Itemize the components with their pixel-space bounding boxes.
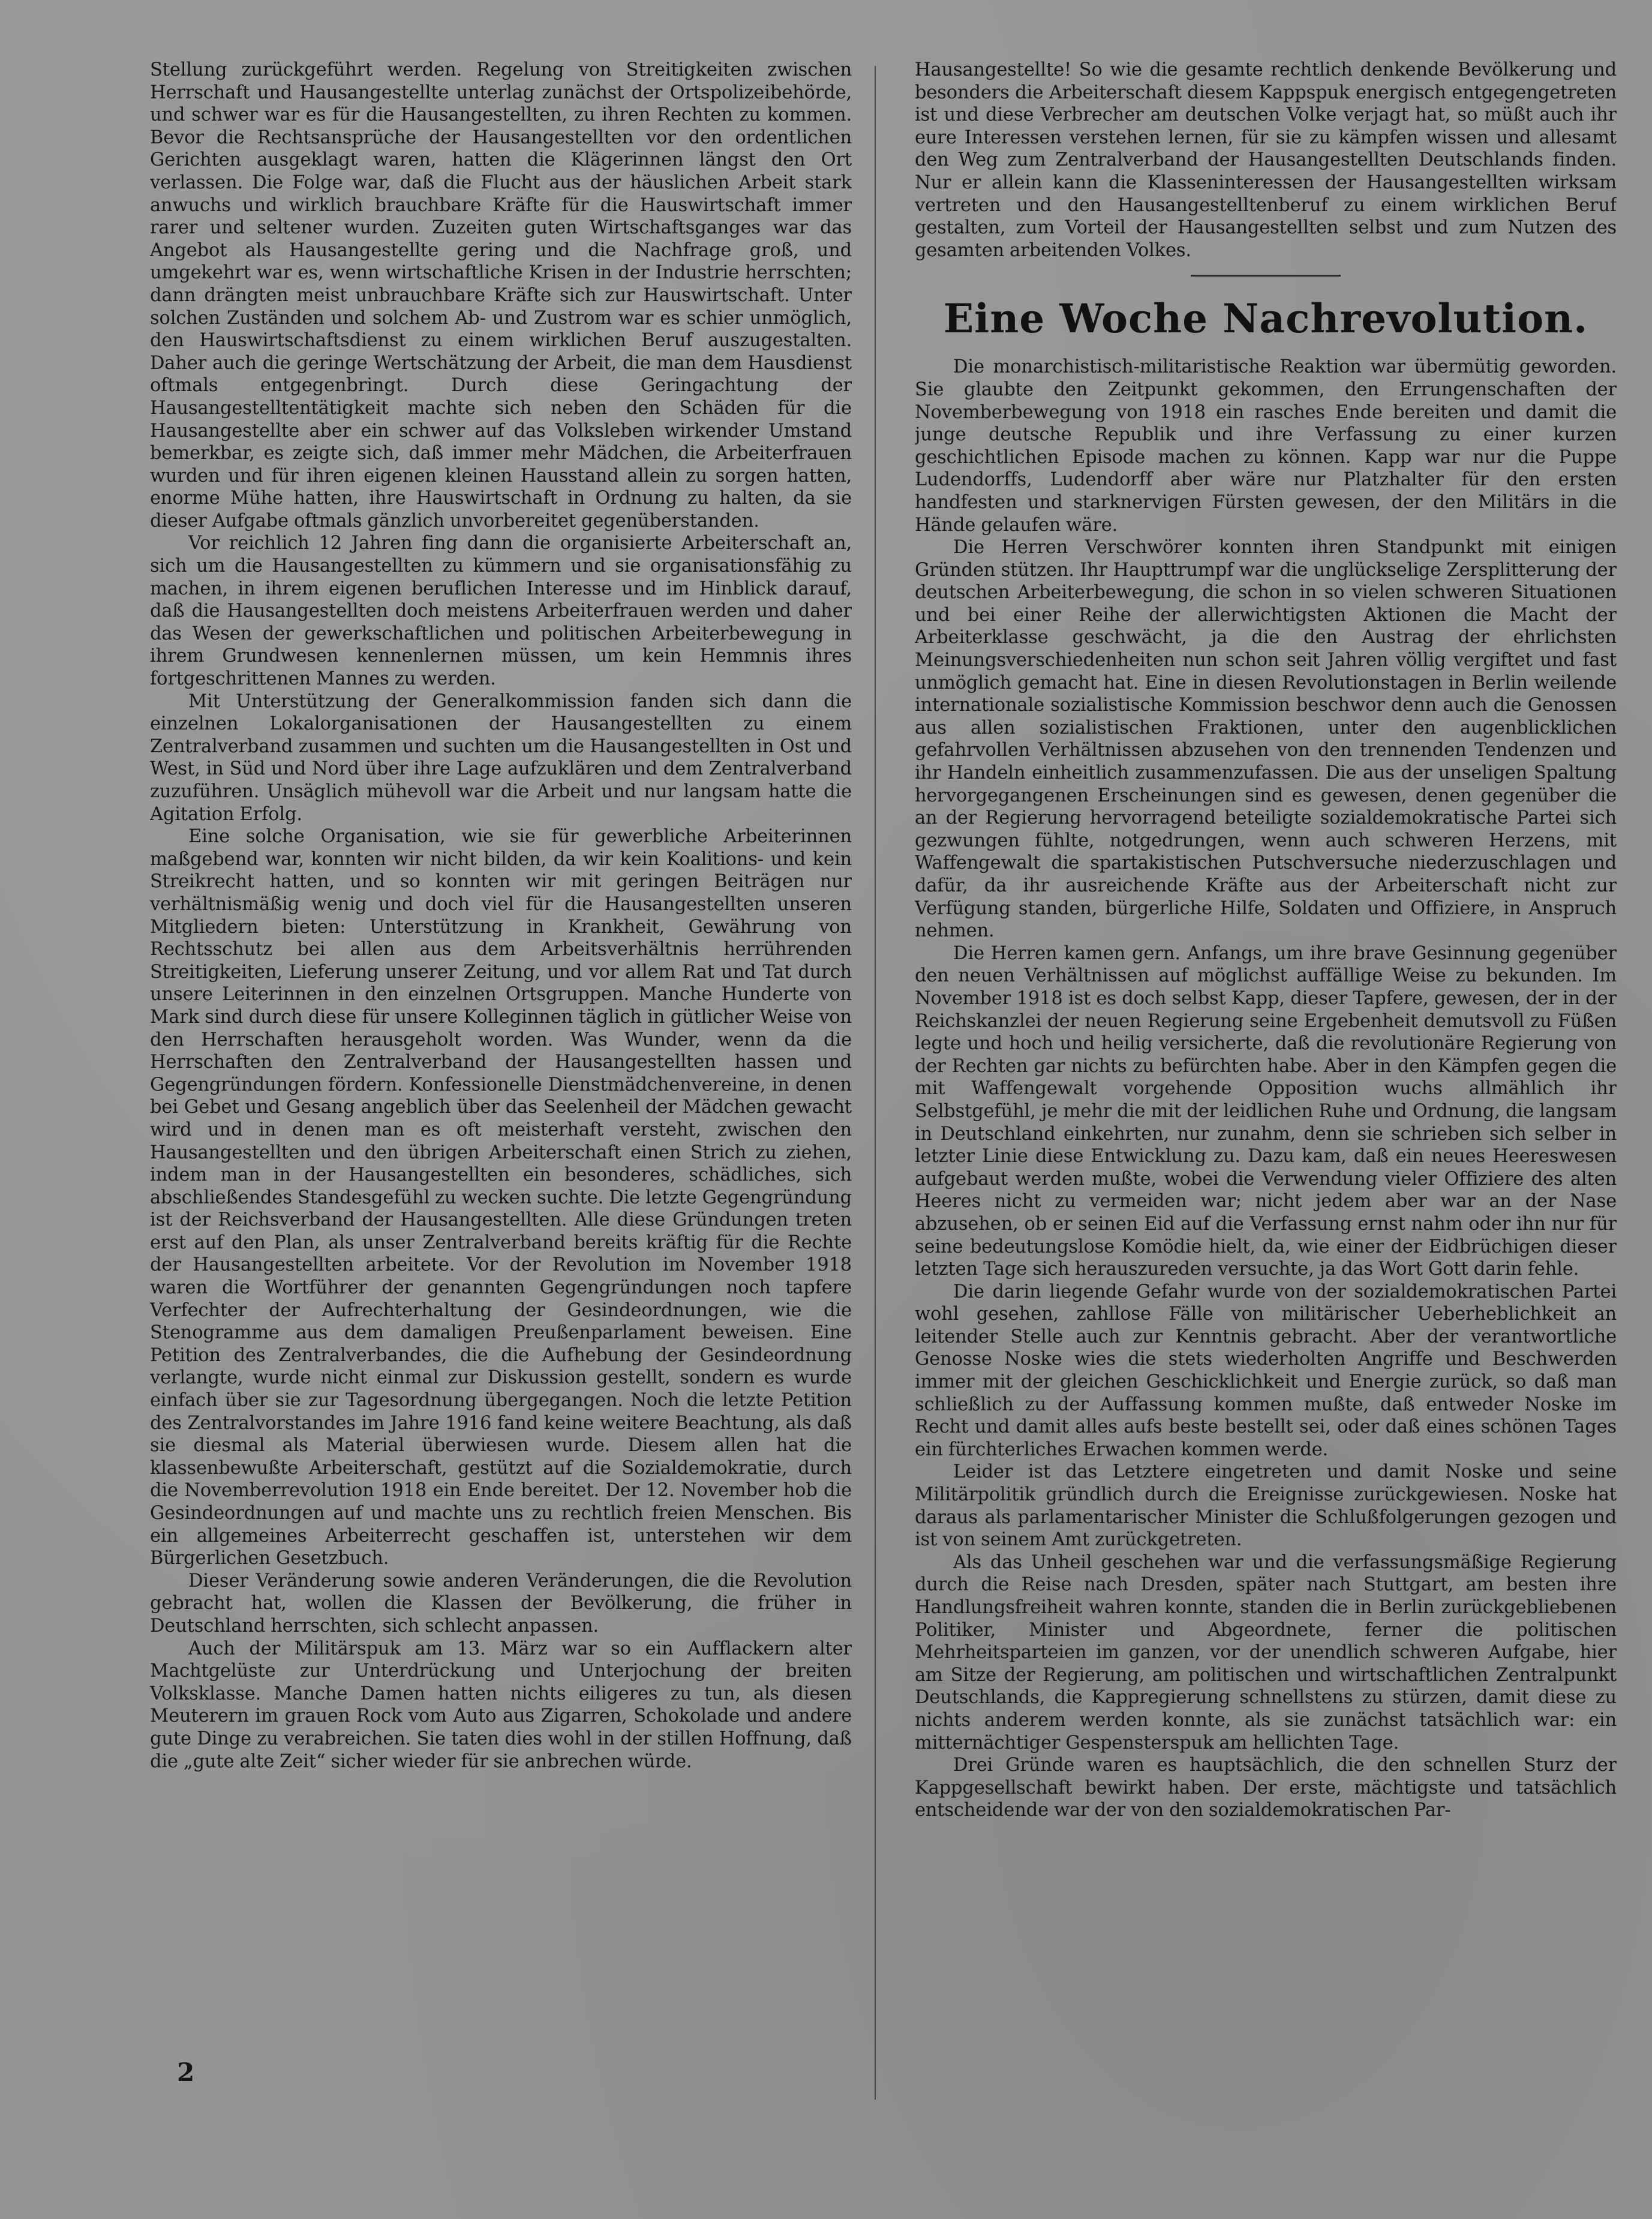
- right-paragraph-7: Drei Gründe waren es hauptsächlich, die den schnellen Sturz der Kappgesellschaft bewirkt haben. Der erste, mächtigste und tatsächlich entscheidende war der von den sozialdemokratischen Par-: [915, 1755, 1617, 1821]
- left-column: [150, 59, 852, 2098]
- right-paragraph-4: Die darin liegende Gefahr wurde von der sozialdemokratischen Partei wohl gesehen, zahllose Fälle von militärischer Ueberheblichkeit an leitender Stelle auch zur Kenntnis gebracht. Aber der verantwortliche Genosse Noske wies die stets wiederholten Angriffe und Beschwerden immer mit der gleichen Geschicklichkeit und Energie zurück, so daß man schließlich zu der Auffassung kommen mußte, daß entweder Noske im Recht und damit alles aufs beste bestellt sei, oder daß eines schönen Tages ein fürchterliches Erwachen kommen werde.: [915, 1281, 1617, 1460]
- left-paragraph-3: Mit Unterstützung der Generalkommission fanden sich dann die einzelnen Lokalorganisationen der Hausangestellten zu einem Zentralverband zusammen und suchten um die Hausangestellten in Ost und West, in Süd und Nord über ihre Lage aufzuklären und dem Zentralverband zuzuführen. Unsäglich mühevoll war die Arbeit und nur langsam hatte die Agitation Erfolg.: [150, 690, 852, 825]
- left-paragraph-2: Vor reichlich 12 Jahren fing dann die organisierte Arbeiterschaft an, sich um die Hausangestellten zu kümmern und sie organisationsfähig zu machen, in ihrem eigenen beruflichen Interesse und im Hinblick darauf, daß die Hausangestellten doch meistens Arbeiterfrauen werden und daher das Wesen der gewerkschaftlichen und politischen Arbeiterbewegung in ihrem Grundwesen kennenlernen müssen, um kein Hemmnis ihres fortgeschrittenen Mannes zu werden.: [150, 533, 852, 690]
- right-column: [915, 59, 1617, 2098]
- article-headline: Eine Woche Nachrevolution.: [943, 295, 1588, 343]
- right-paragraph-1: Die monarchistisch-militaristische Reaktion war übermütig geworden. Sie glaubte den Zeitpunkt gekommen, den Errungenschaften der Novemberbewegung von 1918 ein rasches Ende bereiten und damit die junge deutsche Republik und ihre Verfassung zu einer kurzen geschichtlichen Episode machen zu können. Kapp war nur die Puppe Ludendorffs, Ludendorff aber wäre nur Platzhalter für den ersten handfesten und starknervigen Fürsten gewesen, der den Militärs in die Hände gelaufen wäre.: [915, 356, 1617, 536]
- right-paragraph-3: Die Herren kamen gern. Anfangs, um ihre brave Gesinnung gegenüber den neuen Verhältnissen auf möglichst auffällige Weise zu bekunden. Im November 1918 ist es doch selbst Kapp, dieser Tapfere, gewesen, der in der Reichskanzlei der neuen Regierung seine Ergebenheit demutsvoll zu Füßen legte und hoch und heilig versicherte, daß die revolutionäre Regierung von der Rechten gar nichts zu befürchten habe. Aber in den Kämpfen gegen die mit Waffengewalt vorgehende Opposition wuchs allmählich ihr Selbstgefühl, je mehr die mit der leidlichen Ruhe und Ordnung, die langsam in Deutschland einkehrten, nur zunahm, denn sie schrieben sich selber in letzter Linie diese Entwicklung zu. Dazu kam, daß ein neues Heereswesen aufgebaut werden mußte, wobei die Verwendung vieler Offiziere des alten Heeres nicht zu vermeiden war; nicht jedem aber war an der Nase abzusehen, ob er seinen Eid auf die Verfassung ernst nahm oder ihn nur für seine bedeutungslose Komödie hielt, da, wie einer der Eidbrüchigen dieser letzten Tage sich herauszureden versuchte, ja das Wort Gott darin fehle.: [915, 942, 1617, 1280]
- left-paragraph-5: Dieser Veränderung sowie anderen Veränderungen, die die Revolution gebracht hat, wollen die Klassen der Bevölkerung, die früher in Deutschland herrschten, sich schlecht anpassen.: [150, 1570, 852, 1637]
- column-divider: [875, 66, 876, 2100]
- left-paragraph-6: Auch der Militärspuk am 13. März war so ein Aufflackern alter Machtgelüste zur Unterdrückung und Unterjochung der breiten Volksklasse. Manche Damen hatten nichts eiligeres zu tun, als diesen Meuterern im grauen Rock vom Auto aus Zigarren, Schokolade und andere gute Dinge zu verabreichen. Sie taten dies wohl in der stillen Hoffnung, daß die „gute alte Zeit“ sicher wieder für sie anbrechen würde.: [150, 1638, 852, 1772]
- right-paragraph-2: Die Herren Verschwörer konnten ihren Standpunkt mit einigen Gründen stützen. Ihr Haupttrumpf war die unglückselige Zersplitterung der deutschen Arbeiterbewegung, die schon in so vielen schweren Situationen und bei einer Reihe der allerwichtigsten Aktionen die Macht der Arbeiterklasse geschwächt, ja die den Austrag der ehrlichsten Meinungsverschiedenheiten nun schon seit Jahren völlig vergiftet und fast unmöglich gemacht hat. Eine in diesen Revolutionstagen in Berlin weilende internationale sozialistische Kommission beschwor denn auch die Genossen aus allen sozialistischen Fraktionen, unter den augenblicklichen gefahrvollen Verhältnissen abzusehen von den trennenden Tendenzen und ihr Handeln einheitlich zusammenzufassen. Die aus der unseligen Spaltung hervorgegangenen Erscheinungen sind es gewesen, denen gegenüber die an der Regierung hervorragend beteiligte sozialdemokratische Partei sich gezwungen fühlte, notgedrungen, wenn auch schweren Herzens, mit Waffengewalt die spartakistischen Putschversuche niederzuschlagen und dafür, da ihr ausreichende Kräfte aus der Arbeiterschaft nicht zur Verfügung standen, bürgerliche Hilfe, Soldaten und Offiziere, in Anspruch nehmen.: [915, 537, 1617, 942]
- page-number: 2: [177, 2058, 195, 2087]
- right-paragraph-5: Leider ist das Letztere eingetreten und damit Noske und seine Militärpolitik gründlich durch die Ereignisse zurückgewiesen. Noske hat daraus als parlamentarischer Minister die Schlußfolgerungen gezogen und ist von seinem Amt zurückgetreten.: [915, 1461, 1617, 1551]
- right-paragraph-6: Als das Unheil geschehen war und die verfassungsmäßige Regierung durch die Reise nach Dresden, später nach Stuttgart, am besten ihre Handlungsfreiheit wahren konnte, standen die in Berlin zurückgebliebenen Politiker, Minister und Abgeordnete, ferner die politischen Mehrheitsparteien im ganzen, vor der unendlich schweren Aufgabe, hier am Sitze der Regierung, am politischen und wirtschaftlichen Zentralpunkt Deutschlands, die Kappregierung schnellstens zu stürzen, damit diese zu nichts anderem werden konnte, als sie zunächst tatsächlich war: ein mitternächtiger Gespensterspuk am hellichten Tage.: [915, 1551, 1617, 1753]
- right-intro-paragraph: Hausangestellte! So wie die gesamte rechtlich denkende Bevölkerung und besonders die Arbeiterschaft diesem Kappspuk energisch entgegengetreten ist und diese Verbrecher am deutschen Volke verjagt hat, so müßt auch ihr eure Interessen verstehen lernen, für sie zu kämpfen wissen und allesamt den Weg zum Zentralverband der Hausangestellten Deutschlands finden. Nur er allein kann die Klasseninteressen der Hausangestellten wirksam vertreten und den Hausangestelltenberuf zu einem wirklichen Beruf gestalten, zum Vorteil der Hausangestellten selbst und zum Nutzen des gesamten arbeitenden Volkes.: [915, 59, 1617, 261]
- left-paragraph-1: Stellung zurückgeführt werden. Regelung von Streitigkeiten zwischen Herrschaft und Hausangestellte unterlag zunächst der Ortspolizeibehörde, und schwer war es für die Hausangestellten, zu ihren Rechten zu kommen. Bevor die Rechtsansprüche der Hausangestellten vor den ordentlichen Gerichten ausgeklagt waren, hatten die Klägerinnen längst den Ort verlassen. Die Folge war, daß die Flucht aus der häuslichen Arbeit stark anwuchs und wirklich brauchbare Kräfte für die Hauswirtschaft immer rarer und seltener wurden. Zuzeiten guten Wirtschaftsganges war das Angebot als Hausangestellte gering und die Nachfrage groß, und umgekehrt war es, wenn wirtschaftliche Krisen in der Industrie herrschten; dann drängten meist unbrauchbare Kräfte sich zur Hauswirtschaft. Unter solchen Zuständen und solchem Ab- und Zustrom war es schier unmöglich, den Hauswirtschaftsdienst zu einem wirklichen Beruf auszugestalten. Daher auch die geringe Wertschätzung der Arbeit, die man dem Hausdienst oftmals entgegenbringt. Durch diese Geringachtung der Hausangestelltentätigkeit machte sich neben den Schäden für die Hausangestellte aber ein schwer auf das Volksleben wirkender Umstand bemerkbar, es zeigte sich, daß immer mehr Mädchen, die Arbeiterfrauen wurden und für ihren eigenen kleinen Hausstand allein zu sorgen hatten, enorme Mühe hatten, ihre Hauswirtschaft in Ordnung zu halten, da sie dieser Aufgabe oftmals gänzlich unvorbereitet gegenüberstanden.: [150, 59, 852, 532]
- section-separator: [1191, 275, 1341, 277]
- left-paragraph-4: Eine solche Organisation, wie sie für gewerbliche Arbeiterinnen maßgebend war, konnten wir nicht bilden, da wir kein Koalitions- und kein Streikrecht hatten, und so konnten wir mit geringen Beiträgen nur verhältnismäßig wenig und doch viel für die Hausangestellten unseren Mitgliedern bieten: Unterstützung in Krankheit, Gewährung von Rechtsschutz bei allen aus dem Arbeitsverhältnis herrührenden Streitigkeiten, Lieferung unserer Zeitung, und vor allem Rat und Tat durch unsere Leiterinnen in den einzelnen Ortsgruppen. Manche Hunderte von Mark sind durch diese für unsere Kolleginnen täglich in gütlicher Weise von den Herrschaften herausgeholt worden. Was Wunder, wenn da die Herrschaften den Zentralverband der Hausangestellten hassen und Gegengründungen fördern. Konfessionelle Dienstmädchenvereine, in denen bei Gebet und Gesang angeblich über das Seelenheil der Mädchen gewacht wird und in denen man es oft meisterhaft versteht, zwischen den Hausangestellten und den übrigen Arbeiterschaft einen Strich zu ziehen, indem man in der Hausangestellten ein besonderes, schädliches, sich abschließendes Standesgefühl zu wecken suchte. Die letzte Gegengründung ist der Reichsverband der Hausangestellten. Alle diese Gründungen treten erst auf den Plan, als unser Zentralverband bereits kräftig für die Rechte der Hausangestellten arbeitete. Vor der Revolution im November 1918 waren die Wortführer der genannten Gegengründungen noch tapfere Verfechter der Aufrechterhaltung der Gesindeordnungen, wie die Stenogramme aus dem damaligen Preußenparlament beweisen. Eine Petition des Zentralverbandes, die die Aufhebung der Gesindeordnung verlangte, wurde nicht einmal zur Diskussion gestellt, sondern es wurde einfach über sie zur Tagesordnung übergegangen. Noch die letzte Petition des Zentralvorstandes im Jahre 1916 fand keine weitere Beachtung, als daß sie diesmal als Material überwiesen wurde. Diesem allen hat die klassenbewußte Arbeiterschaft, gestützt auf die Sozialdemokratie, durch die Novemberrevolution 1918 ein Ende bereitet. Der 12. November hob die Gesindeordnungen auf und machte uns zu rechtlich freien Menschen. Bis ein allgemeines Arbeiterrecht geschaffen ist, unterstehen wir dem Bürgerlichen Gesetzbuch.: [150, 826, 852, 1569]
